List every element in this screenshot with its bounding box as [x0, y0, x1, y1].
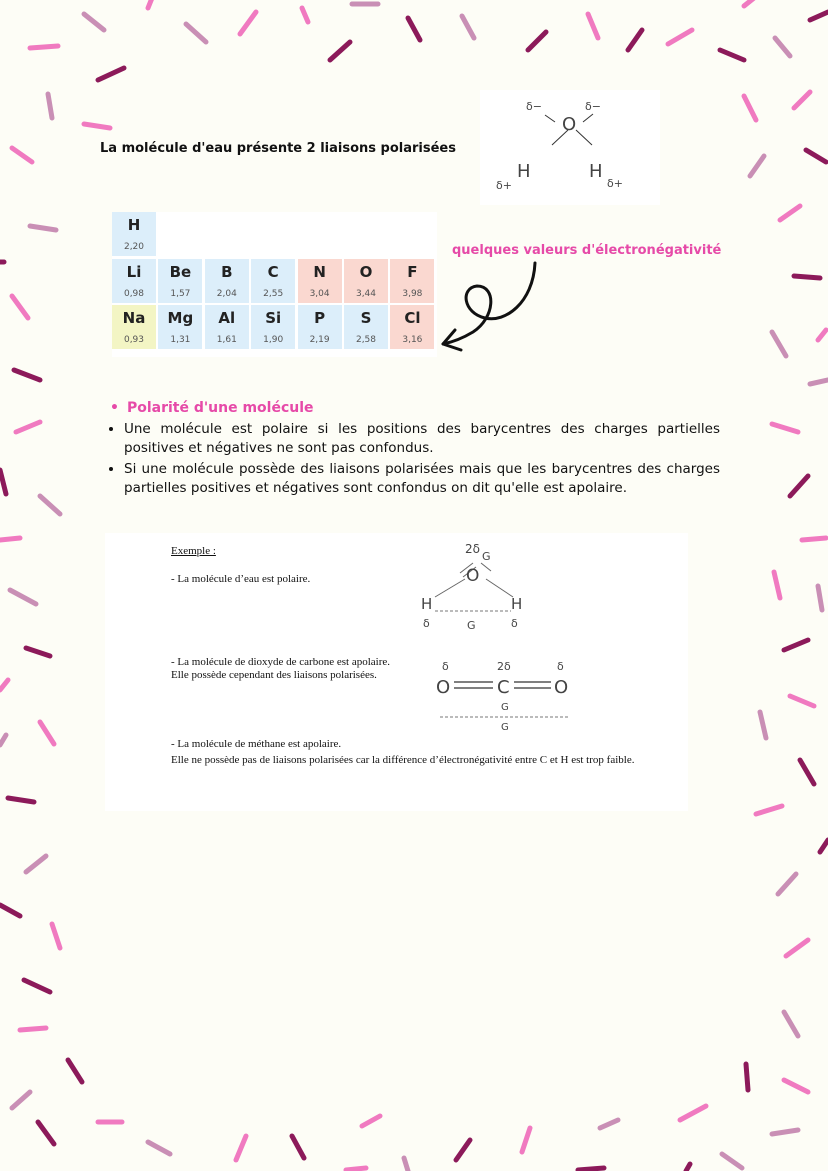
sketch-g-bottom: G	[467, 619, 476, 632]
oxygen-atom: O	[562, 114, 577, 135]
co2-oxygen-right: O	[554, 677, 569, 698]
element-cell	[158, 305, 202, 349]
element-cell	[298, 259, 342, 303]
element-symbol: Li	[126, 262, 142, 281]
sketch-oxygen: O	[466, 566, 480, 586]
example-water-text: - La molécule d’eau est polaire.	[171, 573, 311, 585]
element-cell	[112, 305, 156, 349]
example-title: Exemple :	[171, 545, 216, 557]
electronegativity-table	[112, 212, 437, 357]
element-symbol: Na	[122, 309, 146, 327]
element-symbol: Mg	[167, 309, 194, 327]
electronegativity-value: 1,61	[216, 335, 237, 345]
electronegativity-value: 1,90	[263, 335, 284, 345]
element-symbol: Cl	[404, 309, 421, 327]
electronegativity-value: 2,04	[216, 288, 237, 299]
electronegativity-value: 0,98	[123, 288, 145, 299]
element-symbol: S	[360, 309, 372, 327]
element-symbol: H	[127, 216, 141, 234]
element-cell	[344, 259, 388, 303]
element-symbol: N	[313, 262, 326, 281]
co2-oxygen-left: O	[436, 677, 451, 698]
element-cell	[390, 259, 434, 303]
charge-h-right: δ+	[607, 177, 623, 190]
sketch-delta-left: δ	[423, 617, 430, 630]
element-cell	[158, 259, 202, 303]
polarity-bullets	[110, 420, 720, 498]
element-cell	[344, 305, 388, 349]
electronegativity-value: 3,98	[402, 288, 423, 299]
co2-g-bottom: G	[501, 722, 509, 733]
co2-delta-left: δ	[442, 660, 449, 673]
polarity-section	[110, 400, 720, 500]
hydrogen-atom-right: H	[589, 161, 603, 182]
element-cell	[112, 212, 156, 256]
element-symbol: P	[314, 309, 326, 327]
example-methane-line1: - La molécule de méthane est apolaire.	[171, 738, 342, 750]
element-cell	[112, 259, 156, 303]
example-methane-line2: Elle ne possède pas de liaisons polarisées car la différence d’électronégativité entre C et H est trop faible.	[171, 754, 635, 766]
example-co2-line2: Elle possède cependant des liaisons polarisées.	[171, 669, 377, 681]
element-cell	[251, 259, 295, 303]
hydrogen-atom-left: H	[517, 161, 531, 182]
element-symbol: Si	[265, 309, 282, 327]
electronegativity-value: 3,44	[355, 288, 377, 299]
element-cell	[205, 259, 249, 303]
curved-arrow-icon	[435, 258, 545, 358]
co2-g-top: G	[501, 702, 509, 713]
electronegativity-value: 1,31	[170, 335, 191, 345]
element-symbol: C	[267, 262, 279, 281]
charge-h-left: δ+	[496, 179, 512, 192]
element-cell	[298, 305, 342, 349]
element-cell	[390, 305, 434, 349]
co2-delta-mid: 2δ	[497, 660, 511, 673]
bullet-polar: • Une molécule est polaire si les positions des barycentres des charges partielles positives et négatives ne sont pas confondus.	[124, 420, 720, 458]
element-symbol: Be	[169, 262, 192, 281]
table-caption: quelques valeurs d'électronégativité	[452, 243, 722, 258]
sketch-h-left: H	[421, 595, 433, 613]
element-symbol: B	[221, 262, 233, 281]
electronegativity-value: 2,19	[309, 335, 330, 345]
electronegativity-value: 1,57	[170, 288, 191, 299]
co2-carbon: C	[497, 677, 510, 698]
element-cell	[205, 305, 249, 349]
section-title: • Polarité d'une molécule	[110, 400, 720, 416]
electronegativity-value: 2,55	[263, 288, 284, 299]
example-box	[105, 533, 688, 811]
element-cell	[251, 305, 295, 349]
electronegativity-value: 2,20	[123, 242, 145, 252]
electronegativity-value: 3,16	[402, 335, 423, 345]
electronegativity-value: 3,04	[309, 288, 330, 299]
charge-o-right: δ−	[585, 100, 601, 113]
sketch-h-right: H	[511, 595, 523, 613]
water-molecule-diagram	[480, 90, 660, 205]
page-title: La molécule d'eau présente 2 liaisons polarisées	[100, 141, 456, 156]
charge-o-left: δ−	[526, 100, 542, 113]
sketch-charge-top: 2δ	[465, 542, 480, 556]
element-symbol: Al	[218, 309, 236, 327]
sketch-delta-right: δ	[511, 617, 518, 630]
bullet-apolar: • Si une molécule possède des liaisons polarisées mais que les barycentres des charges partielles positives et négatives sont confondus on dit qu'elle est apolaire.	[124, 460, 720, 498]
element-symbol: O	[359, 262, 373, 281]
element-symbol: F	[407, 262, 418, 281]
co2-polarity-sketch	[430, 658, 580, 733]
water-polarity-sketch	[415, 535, 545, 635]
example-co2-line1: - La molécule de dioxyde de carbone est apolaire.	[171, 656, 390, 668]
electronegativity-value: 0,93	[123, 335, 145, 345]
sketch-g-top: G	[482, 550, 491, 563]
electronegativity-value: 2,58	[355, 335, 377, 345]
co2-delta-right: δ	[557, 660, 564, 673]
